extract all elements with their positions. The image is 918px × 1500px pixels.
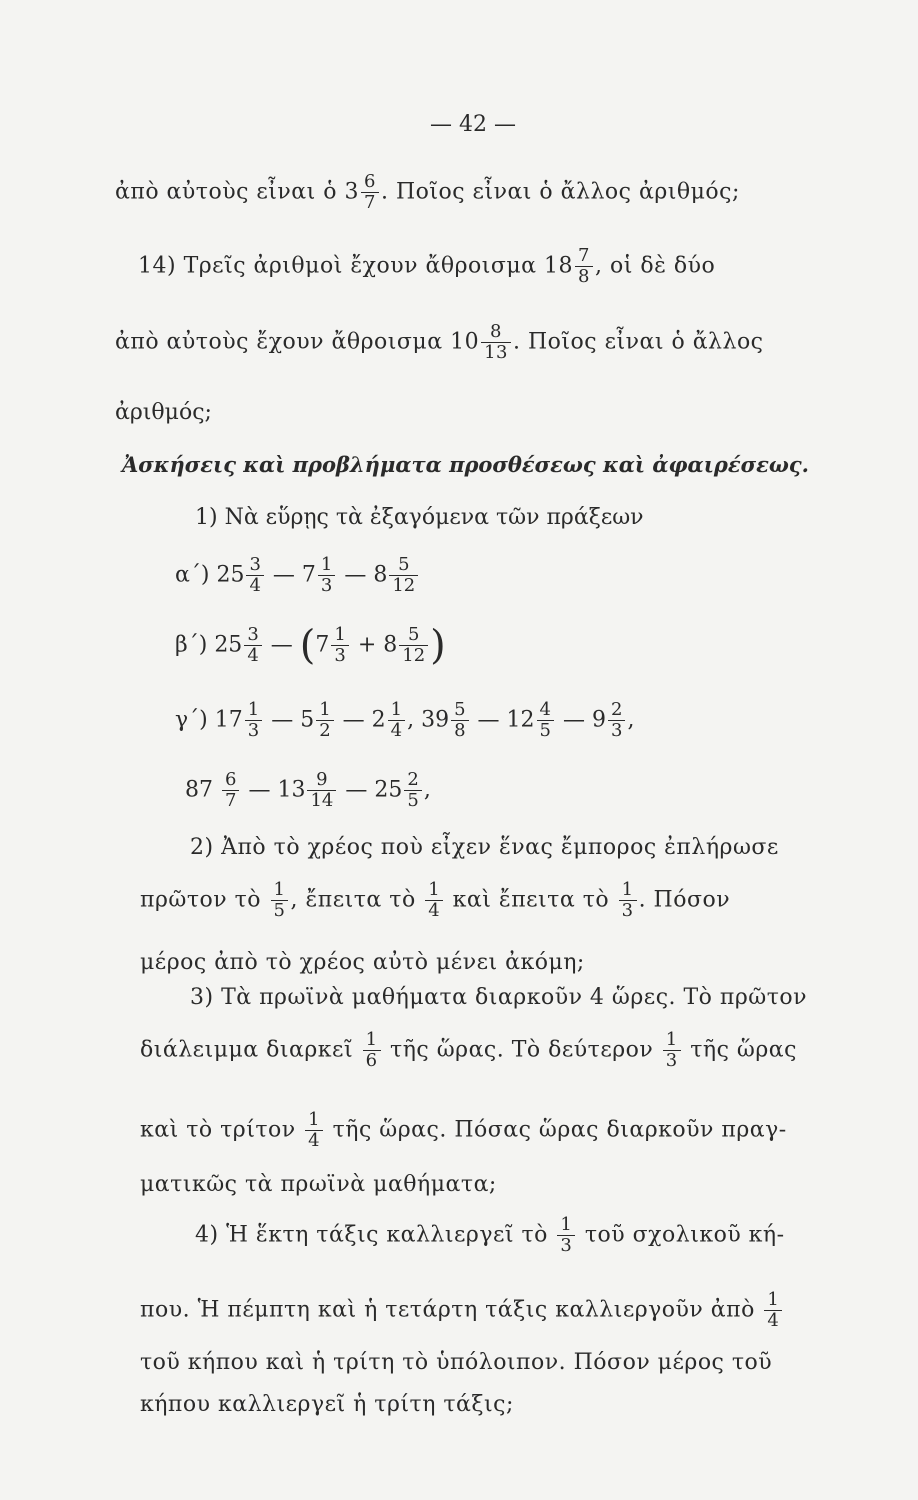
exercise-beta: β΄) 25 $\frac{3}{4}$ — (7 $\frac{1}{3}$ + 8 $\frac{5}{12}$ ) xyxy=(175,622,446,669)
text: ἀπὸ αὐτοὺς ἔχουν ἄθροισμα 10 xyxy=(115,329,480,355)
exercise-gamma: γ΄) 17 $\frac{1}{3}$ — 5 $\frac{1}{2}$ — 2 $\frac{1}{4}$ , 39 $\frac{5}{8}$ — 12 $\frac{4}{5}$ — 9 $\frac{2}{3}$ , xyxy=(175,699,635,741)
exercise-2-line-2: πρῶτον τὸ $\frac{1}{5}$ , ἔπειτα τὸ $\frac{1}{4}$ καὶ ἔπειτα τὸ $\frac{1}{3}$ . Πόσον xyxy=(140,879,731,921)
exercise-1-text: 1) Νὰ εὕρῃς τὰ ἐξαγόμενα τῶν πράξεων xyxy=(195,505,644,530)
fraction: $\frac{5}{12}$ xyxy=(399,625,428,666)
fraction: $\frac{1}{5}$ xyxy=(271,880,289,921)
fraction: $\frac{1}{4}$ xyxy=(764,1290,782,1331)
fraction: $\frac{5}{8}$ xyxy=(451,700,468,741)
fraction: $\frac{3}{4}$ xyxy=(244,625,261,666)
exercise-gamma-cont: 87 $\frac{6}{7}$ — 13 $\frac{9}{14}$ — 25 $\frac{2}{5}$ , xyxy=(185,769,431,811)
text: . Ποῖος εἶναι ὁ ἄλλος xyxy=(512,329,764,355)
exercise-alpha: α΄) 25 $\frac{3}{4}$ — 7 $\frac{1}{3}$ — 8 $\frac{5}{12}$ xyxy=(175,555,420,596)
section-heading: Ἀσκήσεις καὶ προβλήματα προσθέσεως καὶ ἀφαιρέσεως. xyxy=(122,452,809,477)
text: , οἱ δὲ δύο xyxy=(594,253,716,279)
exercise-3-line-1: 3) Τὰ πρωϊνὰ μαθήματα διαρκοῦν 4 ὥρες. Τὸ πρῶτον xyxy=(190,985,808,1010)
fraction: $\frac{1}{4}$ xyxy=(388,700,405,741)
exercise-4-line-4: κήπου καλλιεργεῖ ἡ τρίτη τάξις; xyxy=(140,1392,514,1417)
exercise-2-line-1: 2) Ἀπὸ τὸ χρέος ποὺ εἶχεν ἕνας ἔμπορος ἐπλήρωσε xyxy=(190,835,779,860)
fraction: $\frac{7}{8}$ xyxy=(575,246,593,287)
exercise-4-line-2: που. Ἡ πέμπτη καὶ ἡ τετάρτη τάξις καλλιεργοῦν ἀπὸ $\frac{1}{4}$ xyxy=(140,1290,784,1331)
fraction: $\frac{1}{3}$ xyxy=(619,880,637,921)
text-line-1 xyxy=(115,172,740,213)
exercise-2-line-3: μέρος ἀπὸ τὸ χρέος αὐτὸ μένει ἀκόμη; xyxy=(140,950,585,975)
fraction: $\frac{5}{12}$ xyxy=(389,555,418,596)
label: β΄) xyxy=(175,632,208,658)
fraction: $\frac{1}{3}$ xyxy=(318,555,335,596)
text: . Ποῖος εἶναι ὁ ἄλλος ἀριθμός; xyxy=(380,179,740,205)
text: 14) Τρεῖς ἀριθμοὶ ἔχουν ἄθροισμα 18 xyxy=(138,253,574,279)
fraction: $\frac{9}{14}$ xyxy=(307,770,336,811)
text-line-4: ἀριθμός; xyxy=(115,400,212,425)
text: ἀπὸ αὐτοὺς εἶναι ὁ 3 xyxy=(115,179,359,205)
fraction: $\frac{1}{4}$ xyxy=(305,1110,323,1151)
page-number: — 42 — xyxy=(430,112,516,137)
fraction: $\frac{6}{7}$ xyxy=(361,172,379,213)
label: γ΄) xyxy=(175,707,208,733)
exercise-3-line-2: διάλειμμα διαρκεῖ $\frac{1}{6}$ τῆς ὥρας. Τὸ δεύτερον $\frac{1}{3}$ τῆς ὥρας xyxy=(140,1029,797,1071)
text-line-3 xyxy=(115,322,764,363)
text-line-2 xyxy=(138,246,715,287)
fraction: $\frac{1}{6}$ xyxy=(363,1030,381,1071)
fraction: $\frac{1}{3}$ xyxy=(331,625,348,666)
fraction: $\frac{1}{4}$ xyxy=(425,880,443,921)
fraction: $\frac{1}{3}$ xyxy=(557,1215,575,1256)
fraction: $\frac{4}{5}$ xyxy=(537,700,554,741)
exercise-4-line-3: τοῦ κήπου καὶ ἡ τρίτη τὸ ὑπόλοιπον. Πόσον μέρος τοῦ xyxy=(140,1350,773,1375)
label: α΄) xyxy=(175,562,210,588)
fraction: $\frac{1}{3}$ xyxy=(245,700,262,741)
fraction: $\frac{2}{5}$ xyxy=(404,770,421,811)
exercise-3-line-4: ματικῶς τὰ πρωϊνὰ μαθήματα; xyxy=(140,1172,497,1197)
fraction: $\frac{6}{7}$ xyxy=(222,770,239,811)
exercise-4-line-1: 4) Ἡ ἕκτη τάξις καλλιεργεῖ τὸ $\frac{1}{3}$ τοῦ σχολικοῦ κή- xyxy=(195,1214,785,1256)
fraction: $\frac{8}{13}$ xyxy=(481,322,511,363)
fraction: $\frac{1}{3}$ xyxy=(663,1030,681,1071)
fraction: $\frac{3}{4}$ xyxy=(246,555,263,596)
exercise-3-line-3: καὶ τὸ τρίτον $\frac{1}{4}$ τῆς ὥρας. Πόσας ὥρας διαρκοῦν πραγ- xyxy=(140,1109,787,1151)
fraction: $\frac{1}{2}$ xyxy=(316,700,333,741)
fraction: $\frac{2}{3}$ xyxy=(608,700,625,741)
